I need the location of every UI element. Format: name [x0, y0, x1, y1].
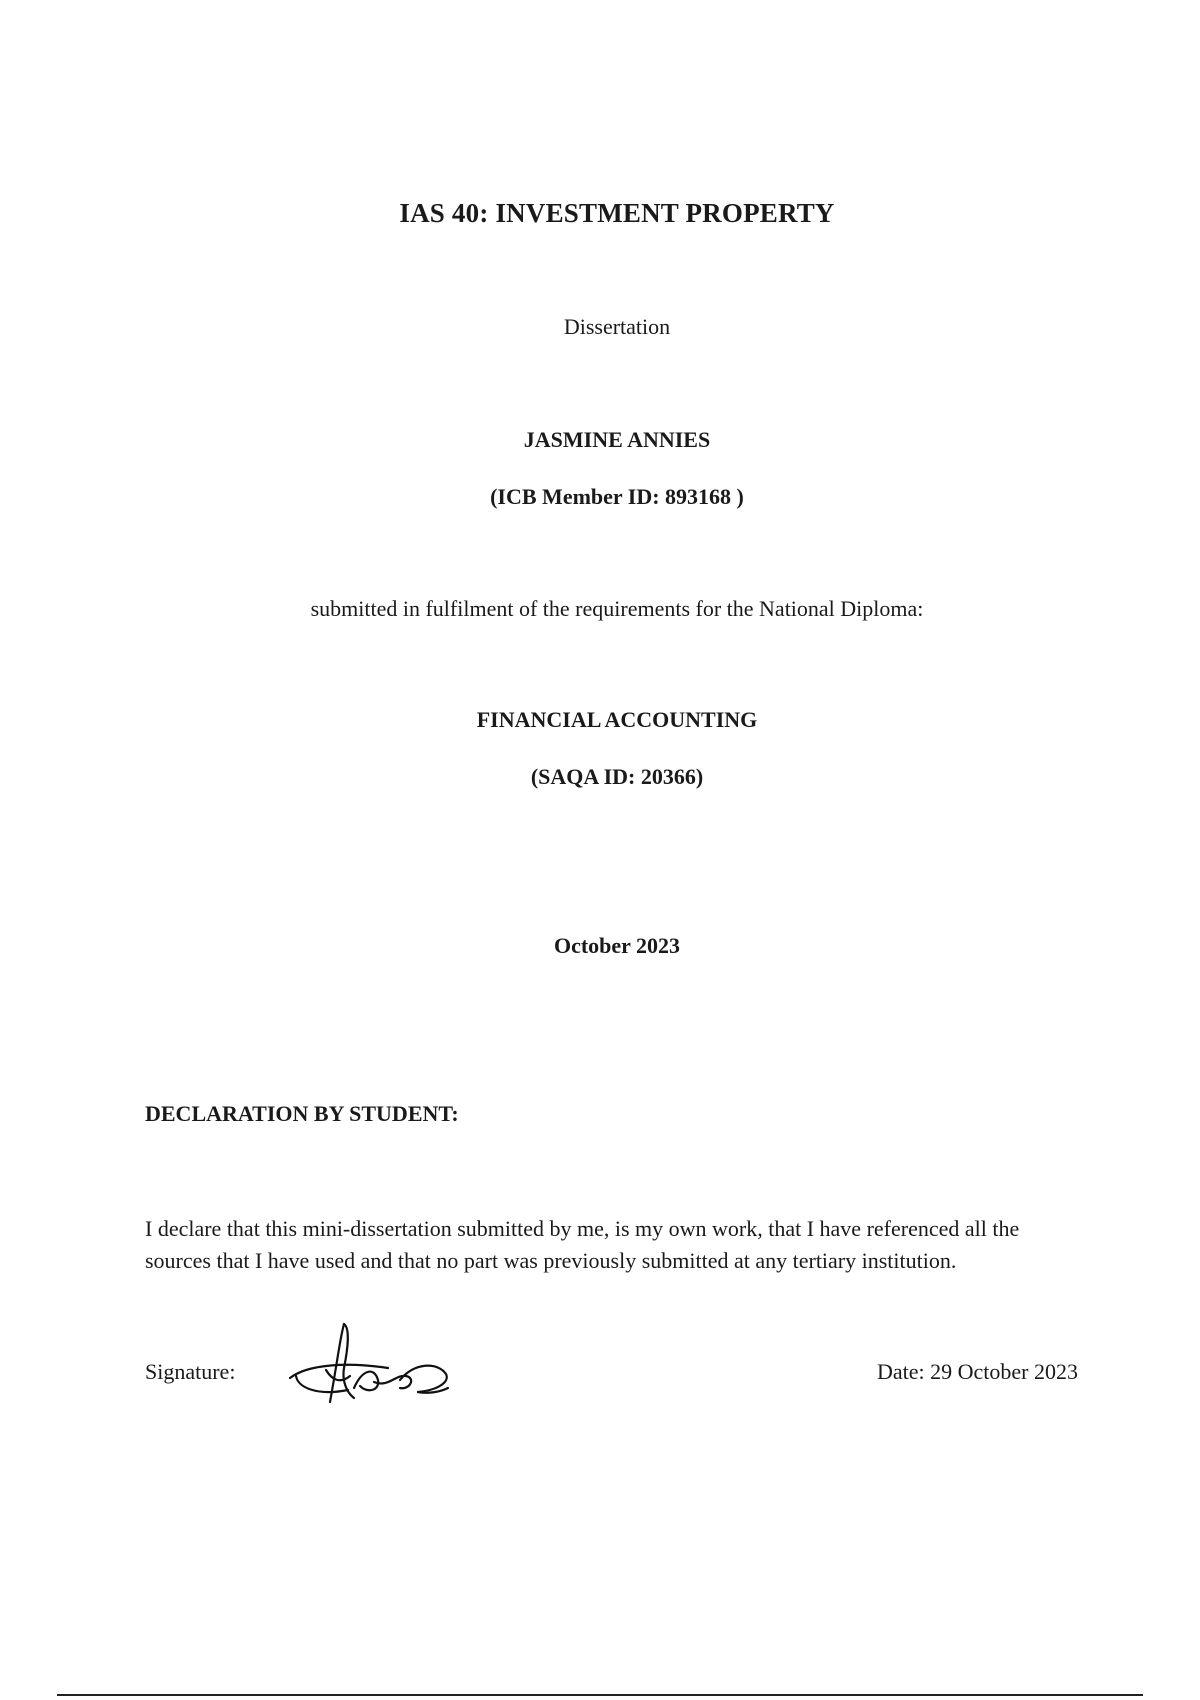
author-name: JASMINE ANNIES — [523, 427, 711, 452]
footer-rule — [57, 1694, 1143, 1696]
document-type: Dissertation — [563, 314, 671, 339]
diploma-name: FINANCIAL ACCOUNTING — [476, 707, 758, 732]
declaration-heading: DECLARATION BY STUDENT: — [145, 1101, 459, 1126]
signature-date: Date: 29 October 2023 — [877, 1359, 1078, 1384]
document-title: IAS 40: INVESTMENT PROPERTY — [399, 198, 835, 228]
signature-image — [288, 1318, 453, 1408]
submission-date: October 2023 — [553, 933, 681, 958]
declaration-text: I declare that this mini-dissertation submitted by me, is my own work, that I have referenced all the sources that I have used and that no part was previously submitted at any tertiary institution. — [145, 1216, 1020, 1273]
signature-label: Signature: — [145, 1359, 236, 1384]
saqa-id: (SAQA ID: 20366) — [530, 764, 704, 789]
fulfilment-statement: submitted in fulfilment of the requirements for the National Diploma: — [310, 596, 924, 621]
member-id: (ICB Member ID: 893168 ) — [490, 484, 744, 509]
